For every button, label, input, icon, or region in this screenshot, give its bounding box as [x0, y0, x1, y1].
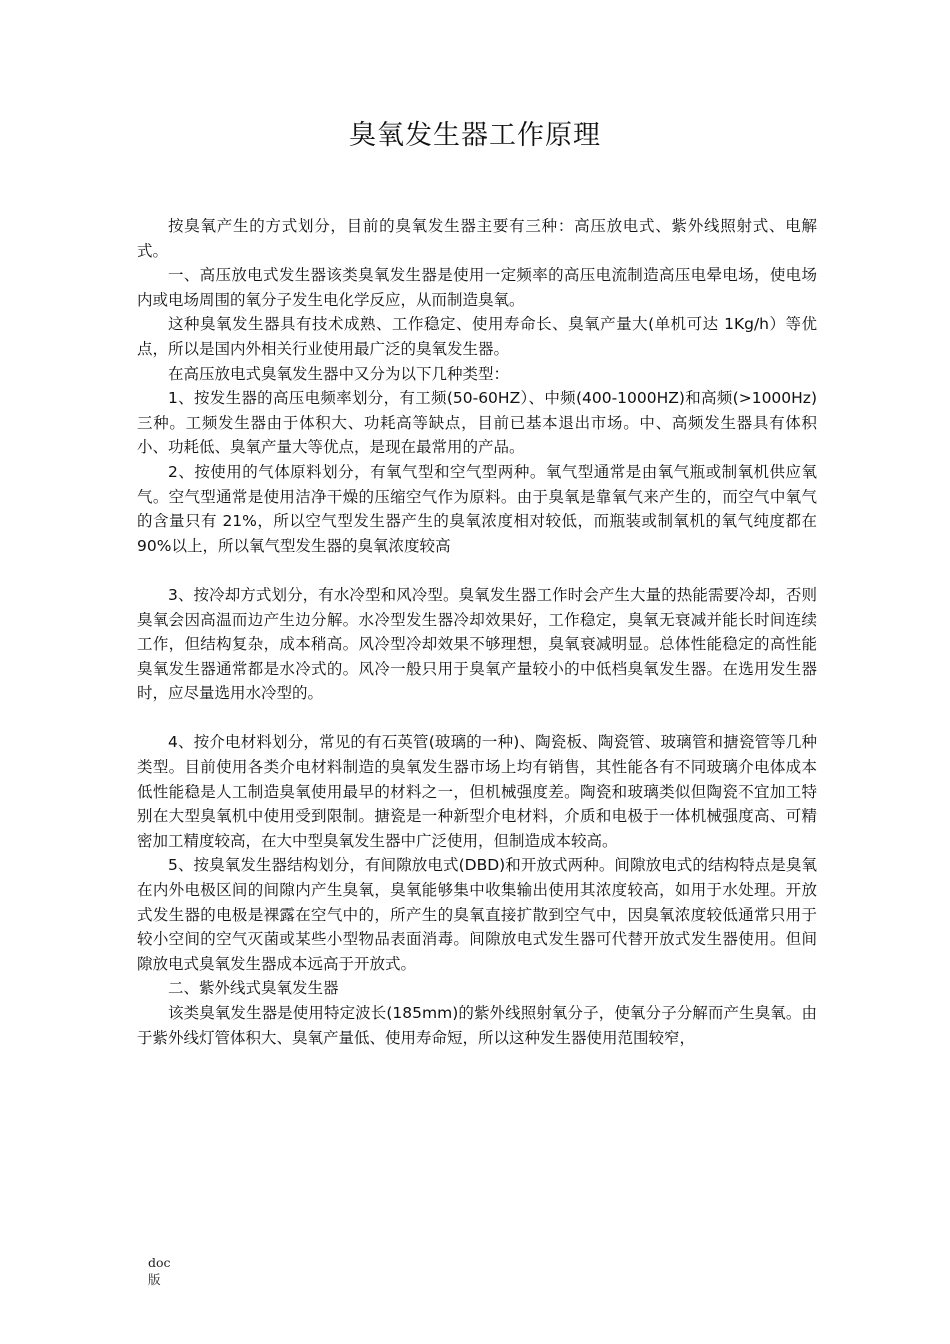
paragraph-frequency: 1、按发生器的高压电频率划分，有工频(50-60HZ）、中频(400-1000HZ)和高频(>1000Hz)三种。工频发生器由于体积大、功耗高等缺点，目前已基本退出市场。中、高频发生器具有体积小、功耗低、臭氧产量大等优点，是现在最常用的产品。 — [137, 389, 817, 457]
paragraph-gas-source: 2、按使用的气体原料划分，有氧气型和空气型两种。氧气型通常是由氧气瓶或制氧机供应氧气。空气型通常是使用洁净干燥的压缩空气作为原料。由于臭氧是靠氧气来产生的，而空气中氧气的含量只有 21%，所以空气型发生器产生的臭氧浓度相对较低，而瓶装或制氧机的氧气纯度都在 90%以上，所以氧气型发生器的臭氧浓度较高 — [137, 462, 817, 555]
paragraph-uv: 该类臭氧发生器是使用特定波长(185mm)的紫外线照射氧分子，使氧分子分解而产生臭氧。由于紫外线灯管体积大、臭氧产量低、使用寿命短，所以这种发生器使用范围较窄， — [137, 1004, 817, 1047]
paragraph-high-voltage-intro: 一、高压放电式发生器该类臭氧发生器是使用一定频率的高压电流制造高压电晕电场，使电场内或电场周围的氧分子发生电化学反应，从而制造臭氧。 — [137, 266, 817, 309]
paragraph-cooling: 3、按冷却方式划分，有水冷型和风冷型。臭氧发生器工作时会产生大量的热能需要冷却，否则臭氧会因高温而边产生边分解。水冷型发生器冷却效果好，工作稳定，臭氧无衰减并能长时间连续工作，但结构复杂，成本稍高。风冷型冷却效果不够理想，臭氧衰减明显。总体性能稳定的高性能臭氧发生器通常都是水冷式的。风冷一般只用于臭氧产量较小的中低档臭氧发生器。在选用发生器时，应尽量选用水冷型的。 — [137, 585, 817, 703]
paragraph-types-intro: 在高压放电式臭氧发生器中又分为以下几种类型： — [168, 364, 510, 383]
section-heading-uv: 二、紫外线式臭氧发生器 — [168, 979, 339, 998]
document-body — [137, 214, 817, 1050]
document-title: 臭氧发生器工作原理 — [349, 120, 601, 151]
paragraph-structure: 5、按臭氧发生器结构划分，有间隙放电式(DBD)和开放式两种。间隙放电式的结构特点是臭氧在内外电极区间的间隙内产生臭氧，臭氧能够集中收集输出使用其浓度较高，如用于水处理。开放式发生器的电极是裸露在空气中的，所产生的臭氧直接扩散到空气中，因臭氧浓度较低通常只用于较小空间的空气灭菌或某些小型物品表面消毒。间隙放电式发生器可代替开放式发生器使用。但间隙放电式臭氧发生器成本远高于开放式。 — [137, 856, 817, 973]
footer-doc-label: doc — [148, 1255, 171, 1270]
paragraph-high-voltage-advantages: 这种臭氧发生器具有技术成熟、工作稳定、使用寿命长、臭氧产量大(单机可达 1Kg/h）等优点，所以是国内外相关行业使用最广泛的臭氧发生器。 — [137, 315, 817, 358]
page-footer — [148, 1254, 171, 1288]
paragraph-dielectric: 4、按介电材料划分，常见的有石英管(玻璃的一种)、陶瓷板、陶瓷管、玻璃管和搪瓷管等几种类型。目前使用各类介电材料制造的臭氧发生器市场上均有销售，其性能各有不同玻璃介电体成本低性能稳是人工制造臭氧使用最早的材料之一，但机械强度差。陶瓷和玻璃类似但陶瓷不宜加工特别在大型臭氧机中使用受到限制。搪瓷是一种新型介电材料，介质和电极于一体机械强度高、可精密加工精度较高，在大中型臭氧发生器中广泛使用，但制造成本较高。 — [137, 733, 817, 850]
paragraph-intro: 按臭氧产生的方式划分，目前的臭氧发生器主要有三种：高压放电式、紫外线照射式、电解式。 — [137, 217, 817, 260]
footer-version-label: 版 — [148, 1272, 161, 1287]
